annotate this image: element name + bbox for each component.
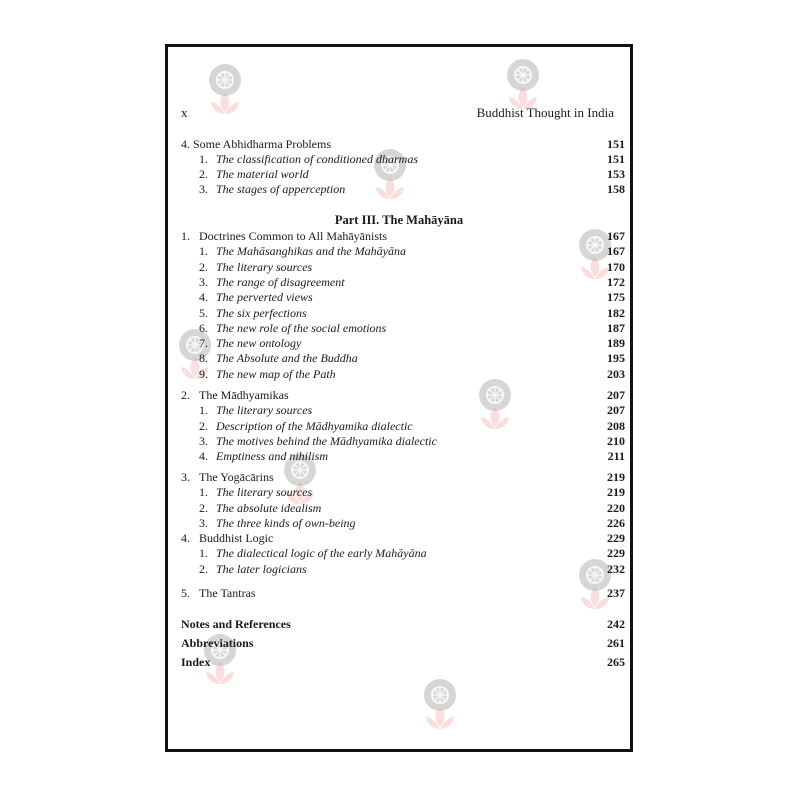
toc-section-row[interactable] (168, 449, 630, 465)
section-title: The material world (216, 167, 309, 181)
section-title: The stages of apperception (216, 182, 346, 196)
toc-section-row[interactable] (168, 403, 630, 419)
chapter-number: 4. (181, 531, 190, 545)
toc-section-row[interactable] (168, 485, 630, 501)
page-ref: 175 (607, 290, 625, 305)
book-page (165, 44, 633, 752)
section-title: Description of the Mādhyamika dialectic (216, 418, 413, 433)
toc-section-row[interactable] (168, 562, 630, 578)
section-title: The new map of the Path (216, 366, 336, 381)
page-ref: 210 (607, 433, 625, 448)
section-title: The later logicians (216, 561, 307, 576)
toc-chapter-row[interactable] (168, 586, 630, 602)
section-number: 5. (199, 305, 208, 320)
toc-section-row[interactable] (168, 290, 630, 306)
section-title: The dialectical logic of the early Mahāyāna (216, 546, 427, 561)
page-ref: 172 (607, 274, 625, 289)
section-number: 3. (199, 182, 208, 196)
page-ref: 261 (607, 636, 625, 650)
section-number: 3. (199, 515, 208, 530)
page-ref: 220 (607, 500, 625, 515)
lotus-wheel-watermark-icon (418, 677, 462, 733)
chapter-title: Buddhist Logic (199, 531, 274, 545)
back-matter-row[interactable] (168, 655, 630, 671)
section-title: The range of disagreement (216, 274, 345, 289)
chapter-title: Doctrines Common to All Mahāyānists (199, 229, 387, 243)
section-title: The new ontology (216, 336, 302, 351)
page-ref: 158 (607, 182, 625, 196)
section-number: 9. (199, 366, 208, 381)
page-ref: 151 (607, 152, 625, 166)
page-ref: 170 (607, 259, 625, 274)
toc-chapter-row[interactable] (168, 531, 630, 547)
chapter-title: The Mādhyamikas (199, 388, 289, 402)
section-title: The six perfections (216, 305, 307, 320)
back-matter-title: Notes and References (181, 617, 291, 631)
section-title: The literary sources (216, 403, 313, 418)
page-ref: 265 (607, 655, 625, 669)
toc-chapter-row[interactable] (168, 388, 630, 404)
page-ref: 208 (607, 418, 625, 433)
page-ref: 219 (607, 470, 625, 484)
toc-section-row[interactable] (168, 167, 630, 183)
page-ref: 229 (607, 531, 625, 545)
page-ref: 229 (607, 546, 625, 561)
section-title: Emptiness and nihilism (216, 449, 329, 464)
page-ref: 167 (607, 244, 625, 259)
toc-section-row[interactable] (168, 306, 630, 322)
page-ref: 151 (607, 137, 625, 151)
section-number: 2. (199, 259, 208, 274)
chapter-number: 3. (181, 470, 190, 484)
section-number: 2. (199, 167, 208, 181)
section-title: The Mahāsanghikas and the Mahāyāna (216, 244, 406, 259)
section-number: 1. (199, 403, 208, 418)
section-title: The new role of the social emotions (216, 320, 387, 335)
section-number: 3. (199, 433, 208, 448)
page-ref: 232 (607, 561, 625, 576)
chapter-title: The Yogācārins (199, 470, 274, 484)
toc-section-row[interactable] (168, 336, 630, 352)
back-matter-title: Index (181, 655, 211, 669)
back-matter-title: Abbreviations (181, 636, 254, 650)
chapter-number: 5. (181, 586, 190, 600)
part-heading: Part III. The Mahāyāna (334, 213, 464, 227)
section-number: 1. (199, 546, 208, 561)
section-number: 1. (199, 152, 208, 166)
toc-section-row[interactable] (168, 321, 630, 337)
toc-section-row[interactable] (168, 244, 630, 260)
chapter-title: The Tantras (199, 586, 256, 600)
toc-section-row[interactable] (168, 419, 630, 435)
page-ref: 153 (607, 167, 625, 181)
running-title: Buddhist Thought in India (476, 105, 614, 120)
toc-section-row[interactable] (168, 260, 630, 276)
lotus-wheel-watermark-icon (203, 62, 247, 118)
section-title: The perverted views (216, 290, 313, 305)
section-number: 2. (199, 500, 208, 515)
page-ref: 189 (607, 336, 625, 351)
section-number: 2. (199, 561, 208, 576)
toc-section-row[interactable] (168, 182, 630, 198)
section-title: The three kinds of own-being (216, 515, 356, 530)
section-number: 4. (199, 290, 208, 305)
toc-section-row[interactable] (168, 516, 630, 532)
section-number: 4. (199, 449, 208, 464)
section-number: 7. (199, 336, 208, 351)
page-ref: 187 (607, 320, 625, 335)
section-number: 2. (199, 418, 208, 433)
toc-section-row[interactable] (168, 275, 630, 291)
page-ref: 207 (607, 388, 625, 402)
page-ref: 226 (607, 515, 625, 530)
toc-chapter-row[interactable] (168, 229, 630, 245)
section-number: 1. (199, 485, 208, 500)
toc-section-row[interactable] (168, 546, 630, 562)
section-number: 1. (199, 244, 208, 259)
toc-chapter-row[interactable] (168, 470, 630, 486)
chapter-number: 1. (181, 229, 190, 243)
back-matter-row[interactable] (168, 636, 630, 652)
section-title: The motives behind the Mādhyamika dialectic (216, 433, 437, 448)
section-title: The literary sources (216, 259, 313, 274)
section-title: The absolute idealism (216, 500, 322, 515)
section-title: The literary sources (216, 485, 313, 500)
page-number: x (181, 105, 188, 120)
toc-section-row[interactable] (168, 152, 630, 168)
page-ref: 182 (607, 305, 625, 320)
back-matter-row[interactable] (168, 617, 630, 633)
page-ref: 211 (607, 449, 625, 464)
toc-section-row[interactable] (168, 351, 630, 367)
section-number: 3. (199, 274, 208, 289)
toc-section-row[interactable] (168, 434, 630, 450)
page-ref: 219 (607, 485, 625, 500)
section-number: 6. (199, 320, 208, 335)
section-title: The classification of conditioned dharmas (216, 152, 418, 166)
chapter-title: 4. Some Abhidharma Problems (181, 137, 331, 151)
page-ref: 242 (607, 617, 625, 631)
toc-section-row[interactable] (168, 501, 630, 517)
toc-section-row[interactable] (168, 367, 630, 383)
section-number: 8. (199, 351, 208, 366)
page-ref: 195 (607, 351, 625, 366)
page-ref: 167 (607, 229, 625, 243)
page-ref: 203 (607, 366, 625, 381)
section-title: The Absolute and the Buddha (216, 351, 358, 366)
toc-chapter-row[interactable] (168, 137, 630, 153)
page-ref: 207 (607, 403, 625, 418)
chapter-number: 2. (181, 388, 190, 402)
page-ref: 237 (607, 586, 625, 600)
